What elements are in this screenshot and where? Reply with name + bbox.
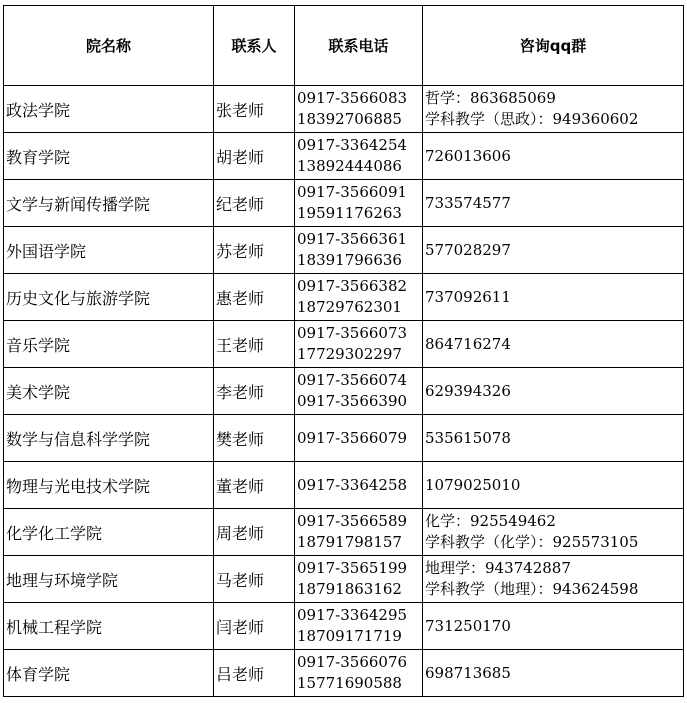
school-name-cell: 机械工程学院 xyxy=(4,603,214,650)
qq-group-cell xyxy=(423,462,684,509)
phone-number: 0917-3565199 xyxy=(297,559,408,577)
qq-group-cell xyxy=(423,180,684,227)
school-name-cell: 化学化工学院 xyxy=(4,509,214,556)
phone-number: 0917-3566079 xyxy=(297,428,408,447)
contact-person-cell: 樊老师 xyxy=(214,415,295,462)
school-name-cell: 教育学院 xyxy=(4,133,214,180)
contact-person-cell: 周老师 xyxy=(214,509,295,556)
phone-cell xyxy=(295,180,423,227)
phone-cell xyxy=(295,462,423,509)
contact-person-cell: 董老师 xyxy=(214,462,295,509)
phone-number: 19591176263 xyxy=(297,204,402,222)
table-row xyxy=(4,274,684,321)
table-row xyxy=(4,556,684,603)
school-name-cell: 地理与环境学院 xyxy=(4,556,214,603)
phone-number: 0917-3364258 xyxy=(297,475,408,494)
table-row xyxy=(4,462,684,509)
qq-group-cell xyxy=(423,509,684,556)
phone-number: 0917-3566390 xyxy=(297,392,408,410)
phone-number: 0917-3364254 xyxy=(297,136,408,154)
qq-group-entry: 733574577 xyxy=(425,193,511,212)
phone-number: 0917-3566382 xyxy=(297,277,408,295)
contact-person-cell: 王老师 xyxy=(214,321,295,368)
qq-group-entry: 629394326 xyxy=(425,381,511,400)
phone-cell xyxy=(295,509,423,556)
phone-number: 18791798157 xyxy=(297,533,402,551)
contact-person-cell: 马老师 xyxy=(214,556,295,603)
school-name-cell: 体育学院 xyxy=(4,650,214,697)
qq-group-entry: 学科教学（地理）：943624598 xyxy=(425,580,639,598)
table-row xyxy=(4,368,684,415)
qq-group-cell xyxy=(423,227,684,274)
phone-number: 13892444086 xyxy=(297,157,402,175)
qq-group-cell xyxy=(423,86,684,133)
phone-number: 0917-3566076 xyxy=(297,653,408,671)
phone-number: 18709171719 xyxy=(297,627,402,645)
contact-person-cell: 李老师 xyxy=(214,368,295,415)
phone-cell xyxy=(295,368,423,415)
header-school: 院名称 xyxy=(4,6,214,86)
contact-person-cell: 纪老师 xyxy=(214,180,295,227)
phone-cell xyxy=(295,415,423,462)
phone-cell xyxy=(295,86,423,133)
qq-group-entry: 学科教学（思政）：949360602 xyxy=(425,110,639,128)
contact-person-cell: 惠老师 xyxy=(214,274,295,321)
qq-group-entry: 726013606 xyxy=(425,146,511,165)
contact-person-cell: 闫老师 xyxy=(214,603,295,650)
contact-person-cell: 吕老师 xyxy=(214,650,295,697)
school-name-cell: 外国语学院 xyxy=(4,227,214,274)
phone-number: 0917-3566361 xyxy=(297,230,408,248)
school-name-cell: 音乐学院 xyxy=(4,321,214,368)
phone-cell xyxy=(295,133,423,180)
school-name-cell: 物理与光电技术学院 xyxy=(4,462,214,509)
phone-number: 18391796636 xyxy=(297,251,402,269)
table-row xyxy=(4,603,684,650)
table-row xyxy=(4,650,684,697)
qq-group-cell xyxy=(423,368,684,415)
qq-group-entry: 737092611 xyxy=(425,287,511,306)
qq-group-cell xyxy=(423,650,684,697)
school-name-cell: 美术学院 xyxy=(4,368,214,415)
school-name-cell: 数学与信息科学学院 xyxy=(4,415,214,462)
phone-number: 18791863162 xyxy=(297,580,402,598)
qq-group-cell xyxy=(423,556,684,603)
qq-group-cell xyxy=(423,603,684,650)
phone-cell xyxy=(295,650,423,697)
table-body xyxy=(4,86,684,697)
qq-group-entry: 864716274 xyxy=(425,334,511,353)
contact-person-cell: 胡老师 xyxy=(214,133,295,180)
phone-number: 17729302297 xyxy=(297,345,402,363)
phone-number: 0917-3566091 xyxy=(297,183,408,201)
phone-number: 18392706885 xyxy=(297,110,402,128)
table-row xyxy=(4,86,684,133)
school-name-cell: 政法学院 xyxy=(4,86,214,133)
qq-group-entry: 学科教学（化学）：925573105 xyxy=(425,533,639,551)
phone-cell xyxy=(295,274,423,321)
qq-group-entry: 731250170 xyxy=(425,616,511,635)
table-row xyxy=(4,321,684,368)
header-qq-group: 咨询qq群 xyxy=(423,6,684,86)
qq-group-entry: 化学：925549462 xyxy=(425,512,556,530)
contact-person-cell: 苏老师 xyxy=(214,227,295,274)
phone-cell xyxy=(295,321,423,368)
qq-group-cell xyxy=(423,415,684,462)
header-contact: 联系人 xyxy=(214,6,295,86)
qq-group-cell xyxy=(423,274,684,321)
school-name-cell: 文学与新闻传播学院 xyxy=(4,180,214,227)
phone-number: 0917-3566083 xyxy=(297,89,408,107)
table-row xyxy=(4,133,684,180)
qq-group-entry: 577028297 xyxy=(425,240,511,259)
header-row xyxy=(4,6,684,86)
table-row xyxy=(4,509,684,556)
phone-number: 0917-3364295 xyxy=(297,606,408,624)
qq-group-cell xyxy=(423,133,684,180)
table-row xyxy=(4,180,684,227)
phone-number: 0917-3566589 xyxy=(297,512,408,530)
phone-number: 0917-3566074 xyxy=(297,371,408,389)
phone-cell xyxy=(295,603,423,650)
phone-number: 0917-3566073 xyxy=(297,324,408,342)
qq-group-cell xyxy=(423,321,684,368)
qq-group-entry: 1079025010 xyxy=(425,475,521,494)
qq-group-entry: 698713685 xyxy=(425,663,511,682)
school-name-cell: 历史文化与旅游学院 xyxy=(4,274,214,321)
phone-cell xyxy=(295,556,423,603)
table-row xyxy=(4,415,684,462)
qq-group-entry: 535615078 xyxy=(425,428,511,447)
table-row xyxy=(4,227,684,274)
contact-person-cell: 张老师 xyxy=(214,86,295,133)
phone-number: 15771690588 xyxy=(297,674,402,692)
phone-cell xyxy=(295,227,423,274)
contacts-table xyxy=(3,5,684,697)
qq-group-entry: 地理学：943742887 xyxy=(425,559,571,577)
header-phone: 联系电话 xyxy=(295,6,423,86)
qq-group-entry: 哲学：863685069 xyxy=(425,89,556,107)
phone-number: 18729762301 xyxy=(297,298,402,316)
